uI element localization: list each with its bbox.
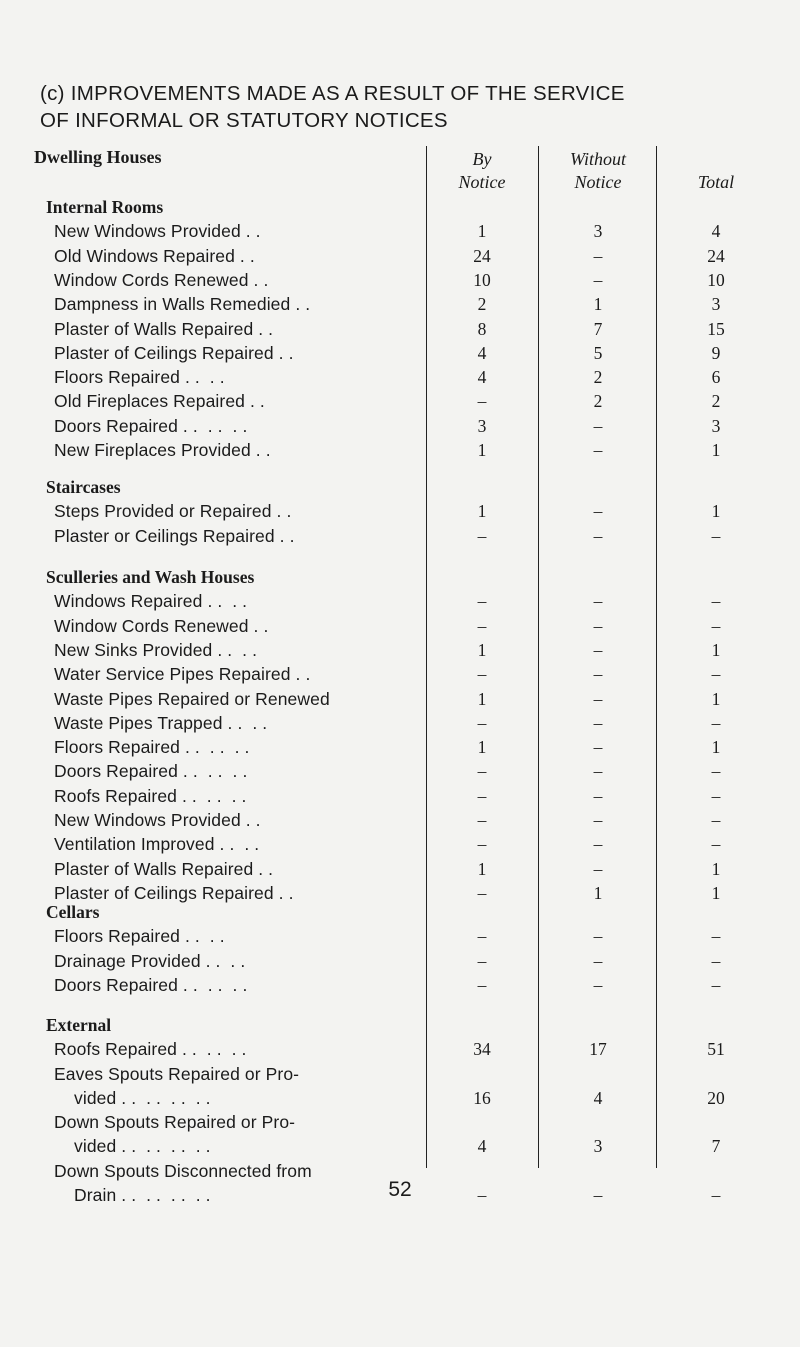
cell-total: 1 bbox=[711, 440, 721, 460]
row-label-text: Waste Pipes Repaired or Renewed bbox=[54, 688, 330, 709]
cell-total: – bbox=[711, 810, 721, 830]
table-row bbox=[0, 975, 800, 999]
cell-without-notice: 7 bbox=[593, 318, 603, 339]
cell-total: 15 bbox=[707, 318, 725, 339]
cell-without-notice: – bbox=[593, 1185, 603, 1206]
cell-by-notice: 4 bbox=[477, 1136, 487, 1157]
row-label-text: Roofs Repaired bbox=[54, 785, 177, 806]
dot-leader: . . . . bbox=[180, 367, 225, 388]
section-heading: Sculleries and Wash Houses bbox=[46, 567, 255, 587]
row-label bbox=[54, 1064, 424, 1085]
table-row bbox=[0, 926, 800, 950]
cell-total: 1 bbox=[711, 501, 721, 522]
cell-by-notice: 1 bbox=[477, 501, 487, 522]
dot-leader: . . bbox=[240, 810, 261, 830]
cell-without-notice: – bbox=[593, 664, 603, 685]
cell-total: – bbox=[711, 761, 721, 782]
table-row bbox=[0, 440, 800, 464]
table-row bbox=[0, 664, 800, 688]
table-row bbox=[0, 246, 800, 270]
table-row bbox=[0, 343, 800, 367]
row-label-text: Plaster or Ceilings Repaired bbox=[54, 525, 275, 546]
cell-by-notice: – bbox=[477, 761, 487, 782]
cell-without-notice: – bbox=[593, 591, 603, 612]
cell-without-notice: – bbox=[593, 761, 603, 782]
cell-by-notice: – bbox=[477, 712, 487, 733]
cell-without-notice: – bbox=[593, 688, 603, 709]
row-label bbox=[54, 616, 424, 637]
column-header-without-notice-line1: Without bbox=[569, 149, 626, 169]
table-row bbox=[0, 319, 800, 343]
cell-by-notice: 1 bbox=[477, 737, 487, 758]
cell-without-notice: 1 bbox=[593, 294, 603, 315]
row-label-text: Doors Repaired bbox=[54, 415, 178, 436]
cell-without-notice: – bbox=[593, 440, 603, 460]
row-label-text: Waste Pipes Trapped bbox=[54, 712, 223, 733]
cell-without-notice: – bbox=[593, 926, 603, 947]
dot-leader: . . bbox=[273, 882, 294, 903]
table-row bbox=[0, 1064, 800, 1113]
dot-leader: . . . . . . bbox=[177, 761, 248, 782]
row-label-text: Floors Repaired bbox=[54, 926, 180, 947]
dot-leader: . . . . . . bbox=[180, 737, 250, 758]
row-label-continuation-text: vided bbox=[74, 1136, 117, 1157]
cell-total: – bbox=[711, 834, 721, 855]
cell-total: – bbox=[711, 950, 721, 971]
row-label-text: Ventilation Improved bbox=[54, 834, 215, 855]
cell-by-notice: – bbox=[477, 664, 487, 685]
cell-total: 1 bbox=[711, 737, 721, 758]
dot-leader: . . bbox=[248, 615, 269, 636]
cell-by-notice: – bbox=[477, 834, 487, 855]
cell-total: 51 bbox=[707, 1039, 725, 1060]
table-row bbox=[0, 221, 800, 245]
table-row bbox=[0, 416, 800, 440]
row-label bbox=[54, 689, 424, 710]
table-row bbox=[0, 737, 800, 761]
row-label-continuation-text: vided bbox=[74, 1087, 117, 1108]
row-label bbox=[54, 591, 424, 612]
table-row bbox=[0, 834, 800, 858]
cell-total: 9 bbox=[711, 342, 721, 363]
row-label bbox=[54, 440, 424, 461]
cell-total: – bbox=[711, 591, 721, 612]
section-heading: Staircases bbox=[46, 477, 121, 497]
cell-without-notice: – bbox=[593, 950, 603, 971]
dot-leader: . . . . . . . . bbox=[116, 1136, 211, 1157]
table-row bbox=[0, 761, 800, 785]
row-label bbox=[54, 270, 424, 291]
column-header-by-notice bbox=[452, 148, 512, 194]
cell-total: 4 bbox=[711, 221, 721, 242]
cell-by-notice: – bbox=[477, 926, 487, 947]
dot-leader: . . . . bbox=[200, 950, 246, 971]
row-label-text: Window Cords Renewed bbox=[54, 269, 249, 290]
cell-by-notice: 1 bbox=[477, 221, 487, 242]
cell-by-notice: 34 bbox=[473, 1039, 491, 1060]
table-row bbox=[0, 810, 800, 834]
row-label-text: Down Spouts Disconnected from bbox=[54, 1160, 312, 1181]
cell-without-notice: – bbox=[593, 245, 603, 266]
row-label bbox=[54, 319, 424, 340]
table-row bbox=[0, 640, 800, 664]
table-row bbox=[0, 786, 800, 810]
row-label-text: Plaster of Ceilings Repaired bbox=[54, 342, 274, 363]
cell-by-notice: 3 bbox=[477, 415, 487, 436]
cell-by-notice: 2 bbox=[477, 294, 487, 315]
cell-total: 1 bbox=[711, 639, 721, 660]
cell-without-notice: – bbox=[593, 615, 603, 636]
row-label bbox=[54, 416, 424, 437]
cell-by-notice: 16 bbox=[473, 1087, 491, 1108]
cell-by-notice: – bbox=[477, 615, 487, 636]
column-header-total: Total bbox=[697, 172, 735, 192]
cell-without-notice: 3 bbox=[593, 221, 603, 242]
row-label-text: Plaster of Walls Repaired bbox=[54, 318, 254, 339]
row-label-text: Plaster of Ceilings Repaired bbox=[54, 882, 274, 903]
cell-without-notice: – bbox=[593, 269, 603, 290]
table-row bbox=[0, 883, 800, 907]
cell-without-notice: – bbox=[593, 639, 603, 660]
cell-by-notice: 8 bbox=[477, 318, 487, 339]
dot-leader: . . bbox=[240, 221, 261, 242]
row-label bbox=[54, 501, 424, 522]
cell-total: – bbox=[711, 664, 721, 685]
row-label-text: Plaster of Walls Repaired bbox=[54, 858, 254, 879]
row-label bbox=[54, 713, 424, 734]
column-header-without-notice bbox=[548, 148, 648, 194]
row-label-text: New Windows Provided bbox=[54, 221, 241, 242]
cell-total: 1 bbox=[711, 858, 721, 879]
dot-leader: . . bbox=[253, 318, 274, 339]
table-row bbox=[0, 391, 800, 415]
dot-leader: . . . . . . . . bbox=[116, 1087, 211, 1108]
row-label-text: New Windows Provided bbox=[54, 810, 241, 830]
dot-leader: . . . . bbox=[214, 834, 260, 855]
cell-without-notice: 5 bbox=[593, 342, 603, 363]
dot-leader: . . . . . . . . bbox=[116, 1185, 211, 1206]
cell-by-notice: 1 bbox=[477, 858, 487, 879]
cell-without-notice: – bbox=[593, 501, 603, 522]
row-label-text: Windows Repaired bbox=[54, 591, 203, 612]
section-heading: External bbox=[46, 1015, 112, 1035]
row-label bbox=[54, 294, 424, 315]
dot-leader: . . bbox=[253, 858, 274, 879]
document-title bbox=[40, 80, 780, 134]
dot-leader: . . bbox=[248, 269, 269, 290]
dot-leader: . . . . . . bbox=[177, 974, 248, 995]
title-line-2: OF INFORMAL OR STATUTORY NOTICES bbox=[40, 109, 448, 132]
cell-by-notice: 1 bbox=[477, 688, 487, 709]
cell-by-notice: – bbox=[477, 810, 487, 830]
row-label-text: Floors Repaired bbox=[54, 367, 180, 388]
dot-leader: . . bbox=[250, 440, 271, 460]
row-label bbox=[54, 221, 424, 242]
cell-without-notice: – bbox=[593, 525, 603, 546]
row-header-dwelling-houses: Dwelling Houses bbox=[34, 147, 162, 167]
dot-leader: . . bbox=[290, 294, 311, 315]
row-label bbox=[54, 883, 424, 904]
table-row bbox=[0, 713, 800, 737]
row-label-text: Floors Repaired bbox=[54, 737, 180, 758]
dot-leader: . . bbox=[271, 501, 292, 522]
dot-leader: . . . . bbox=[202, 591, 248, 612]
row-label bbox=[54, 367, 424, 388]
row-label-continuation-text: Drain bbox=[74, 1185, 117, 1206]
row-label bbox=[54, 343, 424, 364]
table-row bbox=[0, 1112, 800, 1161]
title-line-1: (c) IMPROVEMENTS MADE AS A RESULT OF THE SERVICE bbox=[40, 82, 625, 105]
table-row bbox=[0, 270, 800, 294]
cell-total: 2 bbox=[711, 391, 721, 412]
dot-leader: . . bbox=[234, 245, 255, 266]
cell-total: – bbox=[711, 974, 721, 995]
cell-total: 24 bbox=[707, 245, 725, 266]
row-label-text: Old Fireplaces Repaired bbox=[54, 391, 245, 412]
dot-leader: . . . . . . bbox=[177, 785, 247, 806]
row-label-text: New Sinks Provided bbox=[54, 639, 213, 660]
column-header-without-notice-line2: Notice bbox=[574, 172, 622, 192]
row-label-text: Drainage Provided bbox=[54, 950, 201, 971]
cell-total: – bbox=[711, 926, 721, 947]
row-label-text: Dampness in Walls Remedied bbox=[54, 294, 291, 315]
cell-without-notice: – bbox=[593, 415, 603, 436]
cell-by-notice: – bbox=[477, 591, 487, 612]
cell-without-notice: 3 bbox=[593, 1136, 603, 1157]
cell-without-notice: 2 bbox=[593, 391, 603, 412]
cell-by-notice: 10 bbox=[473, 269, 491, 290]
row-label bbox=[54, 526, 424, 547]
page-number: 52 bbox=[388, 1178, 412, 1201]
cell-by-notice: 4 bbox=[477, 367, 487, 388]
cell-total: 1 bbox=[711, 882, 721, 903]
dot-leader: . . . . bbox=[222, 712, 268, 733]
table-row bbox=[0, 526, 800, 550]
row-label bbox=[54, 246, 424, 267]
cell-without-notice: – bbox=[593, 712, 603, 733]
cell-without-notice: 1 bbox=[593, 882, 603, 903]
row-label bbox=[54, 786, 424, 807]
table-row bbox=[0, 294, 800, 318]
cell-by-notice: 1 bbox=[477, 639, 487, 660]
row-label-text: Eaves Spouts Repaired or Pro- bbox=[54, 1063, 300, 1084]
cell-total: 3 bbox=[711, 294, 721, 315]
cell-by-notice: – bbox=[477, 974, 487, 995]
cell-total: 10 bbox=[707, 269, 725, 290]
row-label-text: New Fireplaces Provided bbox=[54, 440, 251, 460]
column-header-by-notice-line1: By bbox=[472, 149, 492, 169]
cell-by-notice: 1 bbox=[477, 440, 487, 460]
row-label-text: Doors Repaired bbox=[54, 974, 178, 995]
row-label bbox=[54, 834, 424, 855]
cell-without-notice: 17 bbox=[589, 1039, 607, 1060]
row-label bbox=[54, 1112, 424, 1133]
table-row bbox=[0, 951, 800, 975]
cell-total: – bbox=[711, 712, 721, 733]
cell-by-notice: – bbox=[477, 525, 487, 546]
row-label bbox=[54, 810, 424, 831]
row-label bbox=[54, 737, 424, 758]
cell-without-notice: – bbox=[593, 810, 603, 830]
table-row bbox=[0, 616, 800, 640]
dot-leader: . . . . . . bbox=[177, 1039, 247, 1060]
cell-total: 7 bbox=[711, 1136, 721, 1157]
row-label bbox=[54, 391, 424, 412]
row-label-text: Roofs Repaired bbox=[54, 1039, 177, 1060]
cell-total: – bbox=[711, 525, 721, 546]
cell-total: 6 bbox=[711, 367, 721, 388]
table-row bbox=[0, 859, 800, 883]
row-label bbox=[54, 951, 424, 972]
cell-without-notice: 4 bbox=[593, 1087, 603, 1108]
row-label-text: Down Spouts Repaired or Pro- bbox=[54, 1112, 296, 1133]
cell-without-notice: – bbox=[593, 785, 603, 806]
dot-leader: . . bbox=[290, 664, 311, 685]
cell-by-notice: – bbox=[477, 882, 487, 903]
cell-total: – bbox=[711, 785, 721, 806]
cell-by-notice: – bbox=[477, 785, 487, 806]
cell-total: 1 bbox=[711, 688, 721, 709]
dot-leader: . . . . bbox=[212, 639, 258, 660]
section-heading: Cellars bbox=[46, 902, 100, 922]
cell-by-notice: 24 bbox=[473, 245, 491, 266]
row-label bbox=[54, 640, 424, 661]
cell-by-notice: 4 bbox=[477, 342, 487, 363]
table-row bbox=[0, 367, 800, 391]
row-label bbox=[54, 761, 424, 782]
row-label bbox=[54, 664, 424, 685]
table-row bbox=[0, 689, 800, 713]
row-label bbox=[54, 975, 424, 996]
dot-leader: . . . . . . bbox=[177, 415, 248, 436]
cell-by-notice: – bbox=[477, 950, 487, 971]
table-row bbox=[0, 501, 800, 525]
table-row bbox=[0, 1039, 800, 1063]
cell-without-notice: – bbox=[593, 974, 603, 995]
row-label-text: Steps Provided or Repaired bbox=[54, 501, 272, 522]
row-label-continuation bbox=[74, 1136, 444, 1157]
dot-leader: . . . . bbox=[180, 926, 225, 947]
row-label bbox=[54, 926, 424, 947]
cell-without-notice: – bbox=[593, 737, 603, 758]
table-row bbox=[0, 591, 800, 615]
cell-total: 20 bbox=[707, 1087, 725, 1108]
column-header-by-notice-line2: Notice bbox=[458, 172, 506, 192]
cell-without-notice: 2 bbox=[593, 367, 603, 388]
cell-without-notice: – bbox=[593, 858, 603, 879]
cell-total: 3 bbox=[711, 415, 721, 436]
dot-leader: . . bbox=[273, 342, 294, 363]
cell-by-notice: – bbox=[477, 391, 487, 412]
section-heading: Internal Rooms bbox=[46, 197, 164, 217]
row-label bbox=[54, 859, 424, 880]
dot-leader: . . bbox=[274, 525, 295, 546]
row-label-text: Water Service Pipes Repaired bbox=[54, 664, 291, 685]
cell-total: – bbox=[711, 615, 721, 636]
cell-by-notice: – bbox=[477, 1185, 487, 1206]
cell-total: – bbox=[711, 1185, 721, 1206]
row-label-text: Old Windows Repaired bbox=[54, 245, 235, 266]
dot-leader: . . bbox=[245, 391, 265, 412]
row-label-text: Window Cords Renewed bbox=[54, 615, 249, 636]
cell-without-notice: – bbox=[593, 834, 603, 855]
row-label-continuation bbox=[74, 1088, 444, 1109]
row-label-text: Doors Repaired bbox=[54, 761, 178, 782]
row-label bbox=[54, 1039, 424, 1060]
